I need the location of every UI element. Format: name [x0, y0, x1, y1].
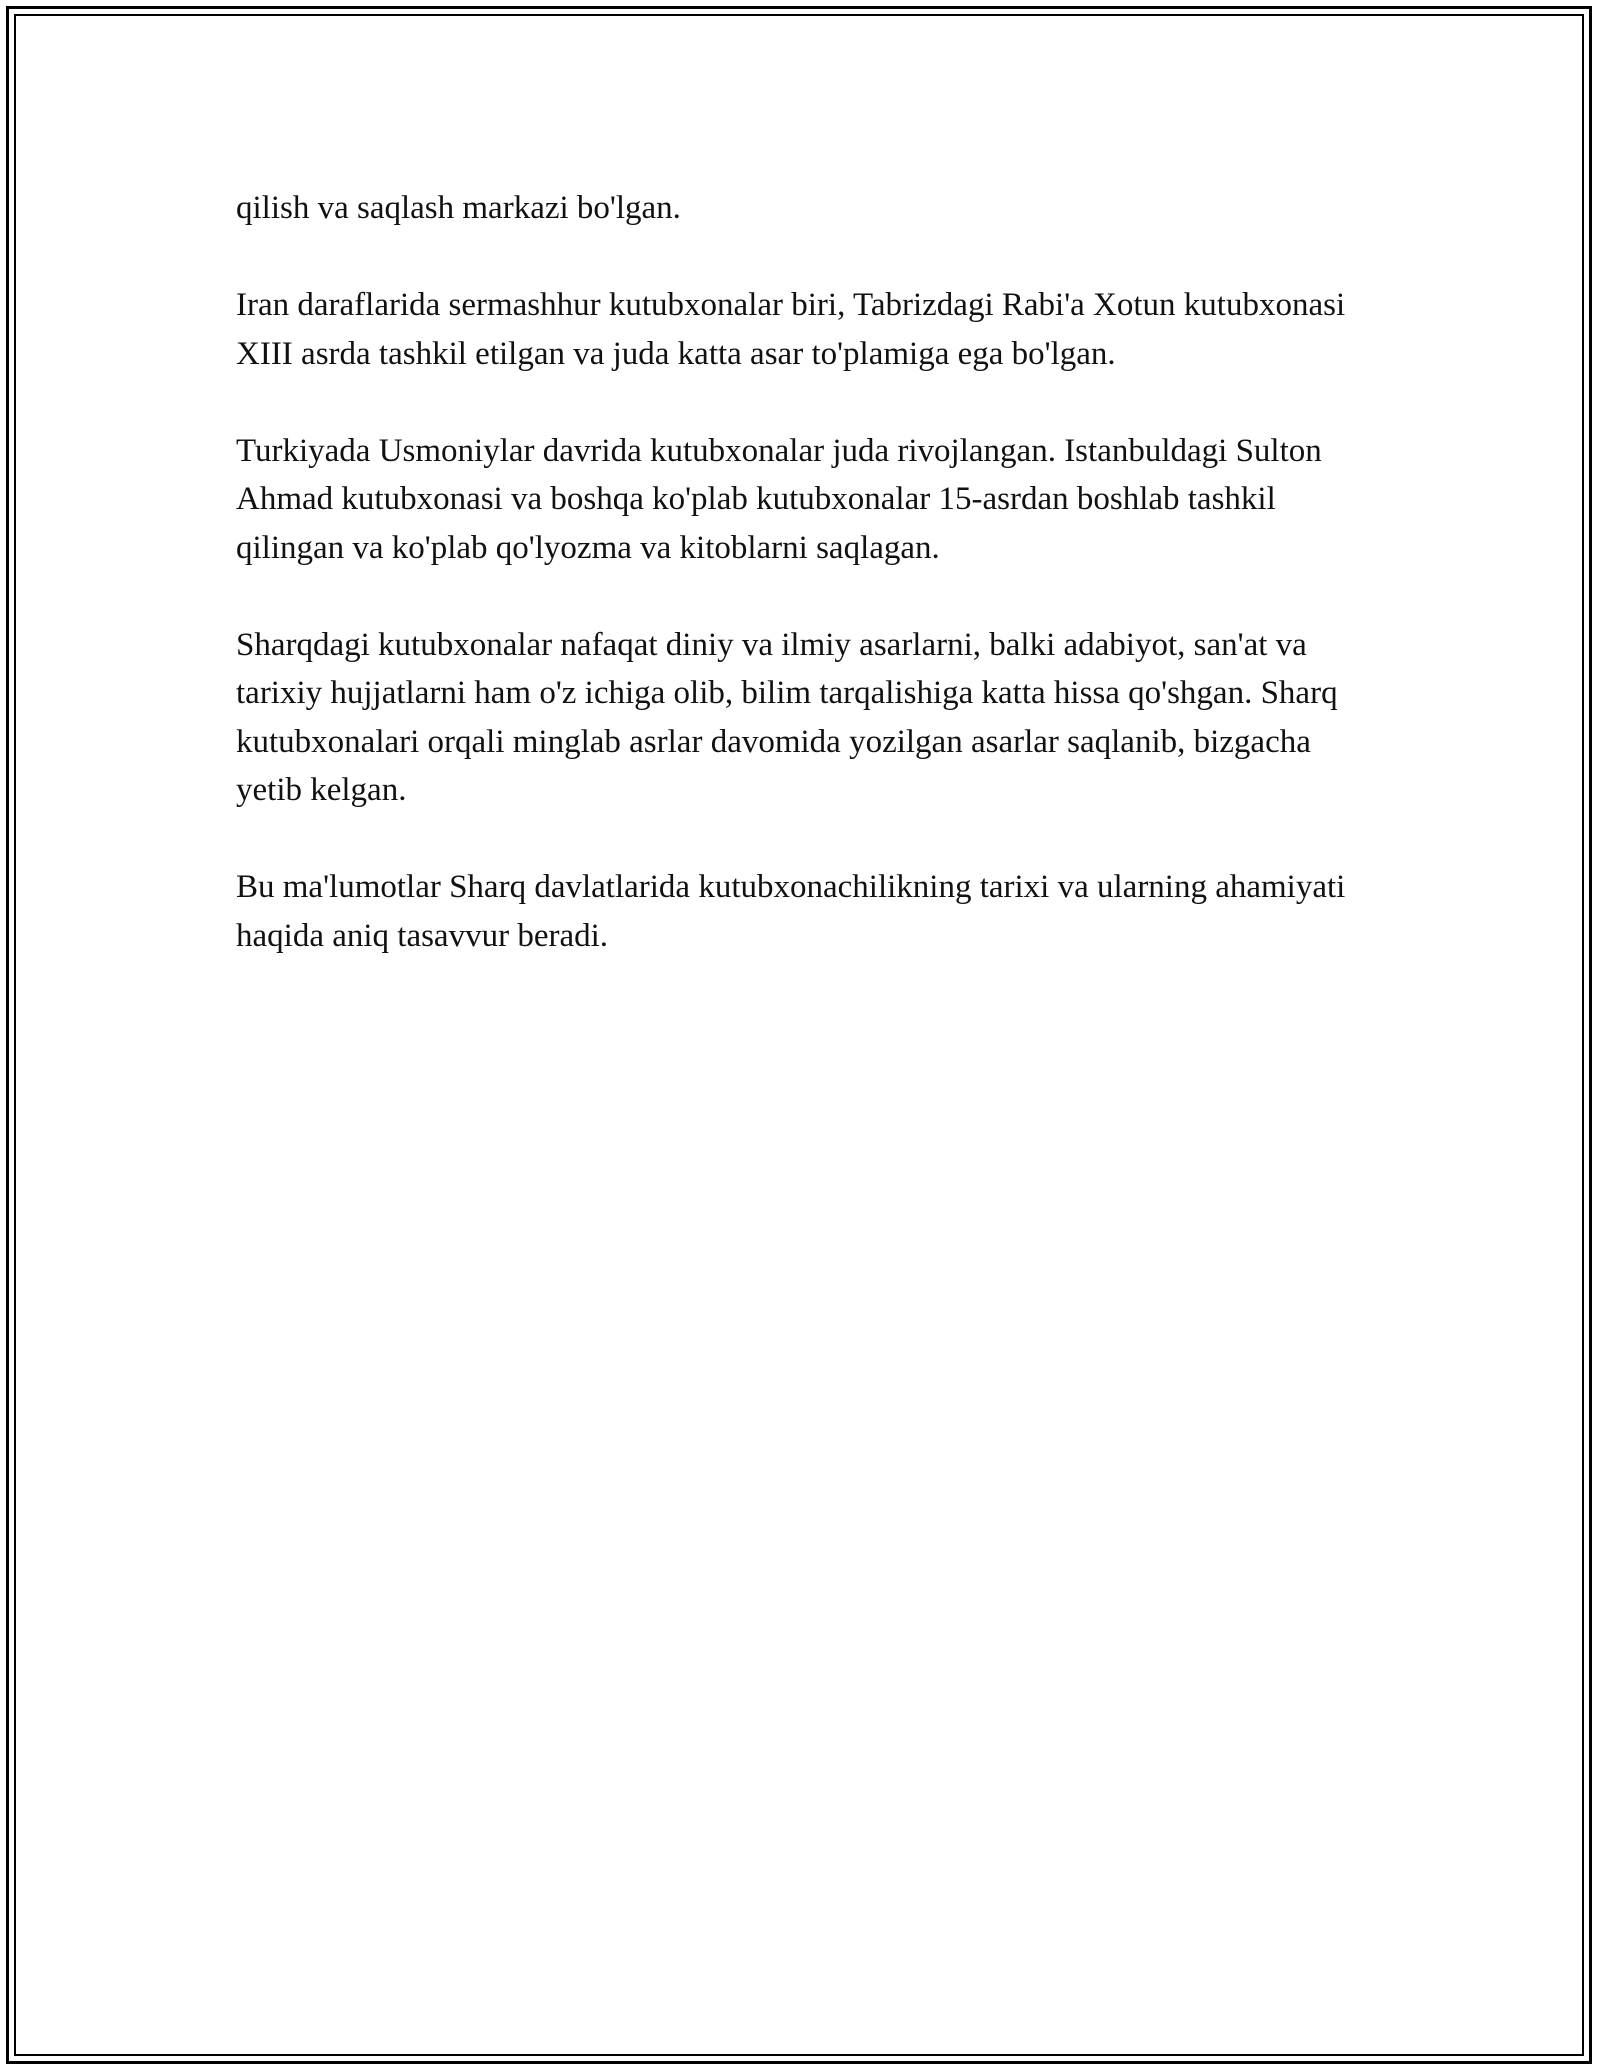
paragraph-5: Bu ma'lumotlar Sharq davlatlarida kutubxonachilikning tarixi va ularning ahamiyati haqida aniq tasavvur beradi. — [236, 869, 1346, 954]
paragraph-1: qilish va saqlash markazi bo'lgan. — [236, 190, 681, 226]
paragraph-2: Iran daraflarida sermashhur kutubxonalar biri, Tabrizdagi Rabi'a Xotun kutubxonasi XIII asrda tashkil etilgan va juda katta asar to'plamiga ega bo'lgan. — [236, 287, 1346, 372]
paragraph-3: Turkiyada Usmoniylar davrida kutubxonalar juda rivojlangan. Istanbuldagi Sulton Ahmad kutubxonasi va boshqa ko'plab kutubxonalar 15-asrdan boshlab tashkil qilingan va ko'plab qo'lyozma va kitoblarni saqlagan. — [236, 432, 1322, 566]
document-body — [236, 184, 1366, 1009]
paragraph-4: Sharqdagi kutubxonalar nafaqat diniy va ilmiy asarlarni, balki adabiyot, san'at va tarixiy hujjatlarni ham o'z ichiga olib, bilim tarqalishiga katta hissa qo'shgan. Sharq kutubxonalari orqali minglab asrlar davomida yozilgan asarlar saqlanib, bizgacha yetib kelgan. — [236, 626, 1338, 808]
